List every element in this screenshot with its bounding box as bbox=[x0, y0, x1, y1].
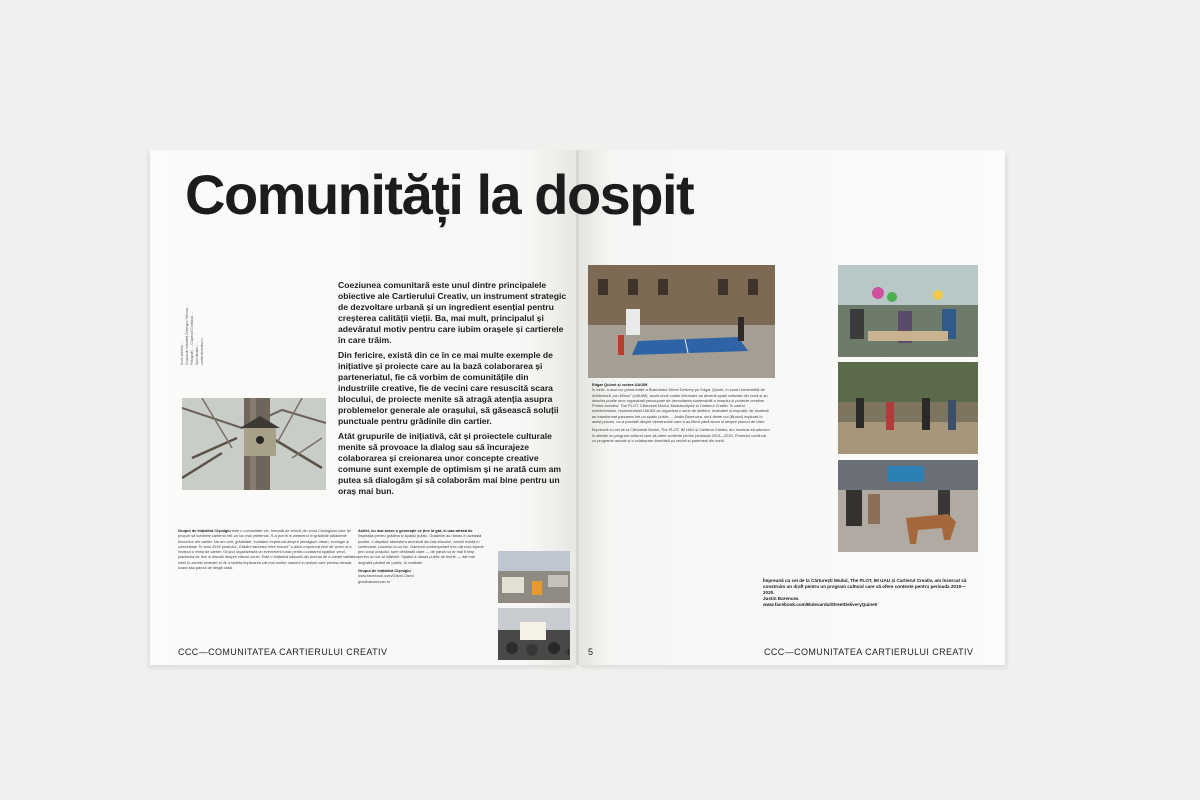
street-dog-photo bbox=[838, 460, 978, 552]
credit-line: Fotografii: ... Ciupercă Cristiana ... bbox=[190, 311, 194, 365]
magazine-spread bbox=[150, 150, 1005, 665]
column-text-2: Împreună cu cei de la Cărturești Modul, The PLOT, IM UAU și Cartierul Creativ, am încercat să aducem în atenție un program cultural care să ofere contexte pentru perioada 2019—2020. Proiectul continuă cu programe anuale și o colaborare deschisă cu vecinii și partenerii din zonă. bbox=[592, 427, 770, 443]
credit-line: Specificație / ... bbox=[195, 341, 199, 365]
page-title: Comunități la dospit bbox=[185, 163, 694, 226]
caption-text: Împreună cu cei de la Cărturești Modul, The PLOT, IM UAU și Cartierul Creativ, am încercat să construim un draft pentru un program cultural care să ofere contexte pentru perioada 2019—2020. bbox=[763, 578, 967, 595]
caption-link[interactable]: www.facebook.com/BulevardulStreetDeliveryQuinet/ bbox=[763, 602, 878, 607]
intro-paragraph-2: Din fericire, există din ce în ce mai multe exemple de inițiative și proiecte care au la bază colaborarea și parteneriatul, fie că vorbim de comunitățile din industriile creative, fie de vecini care resuscită scara blocului, de proiecte menite să atragă atenția asupra problemelor generale ale orașului, să găsească soluții punctuale pentru grădinile din cartier. bbox=[338, 350, 559, 426]
signature-label: Grupul de inițiativă Cișmigiu bbox=[358, 568, 411, 574]
page-number-right: 5 bbox=[588, 647, 594, 657]
column-title: Grupul de Inițiativă Cișmigiu bbox=[178, 528, 231, 533]
left-column-1 bbox=[178, 528, 358, 573]
credit-line: Grupul de Inițiativă Cișmigiu / Mircea ... bbox=[185, 304, 189, 365]
photo-credits bbox=[180, 275, 205, 365]
left-page bbox=[150, 150, 578, 665]
column-text: În iunie, a avut loc prima ediție a Bulevardul Street Delivery pe Edgar Quinet, în zona Universității de Arhitectură „Ion Mincu” (UAUIM), acolo unde curțile interioare au devenit spații culturale din zonă și au deschis porțile unor organizații preocupate de dezvoltarea sustenabilă a orașului și proiecte creative. Printre acestea: The PLOT, Cărturești Modul, Modulsculptor și Cartierul Creativ. În cadrul evenimentului, reprezentanții UAUIM au organizat o serie de ateliere, dezbateri și expoziții, iar studenții au transformat parcarea într-un spațiu public ... Justin Barencea, unul dintre noi (Bursoi) implicați în acest proces, ne-a povestit despre demersurile care s-au făcut până acum și despre planuri de viitor. bbox=[592, 387, 770, 425]
credit-line: Scrie Aurelia ... bbox=[180, 341, 184, 365]
signature-link[interactable]: www.facebook.com/GIsmi.Cism/ bbox=[358, 573, 414, 579]
intro-paragraph-3: Atât grupurile de inițiativă, cât și proiectele culturale menite să provoace la dialog sau să încurajeze colaborarea și creionarea unor concepte creative comune sunt exemple de optimism și ne arată cum am putea să dialogăm și să colaborăm mai bine pentru un oraș mai bun. bbox=[338, 431, 562, 496]
birdhouse-photo bbox=[182, 398, 326, 490]
footer-left: CCC—COMUNITATEA CARTIERULUI CREATIV bbox=[178, 647, 388, 657]
footer-right: CCC—COMUNITATEA CARTIERULUI CREATIV bbox=[764, 647, 974, 657]
small-photo-event bbox=[498, 608, 570, 660]
workshop-photo bbox=[838, 265, 978, 357]
right-page bbox=[578, 150, 1005, 665]
column-text: este o comunitate vie, formată de vecinii din zona Cișmigiului care își propun să schimbe cartierul într-un loc mai prietenos. S-a pornit în weekend în grădinile adiacente blocurilor din cartier. Ne-am unit, grădinărit, învățând împreună despre peisagism urban, ecologie și comunitate. În anul 2016 proiectul „Grădini ascunse între blocuri” a adus împreună zeci de vecini și a început o rețea de cartier. Grupul organizează un eveniment lunar pentru curățarea spațiilor verzi, plantarea de flori și discuții despre viitorul zonei. Este o inițiativă născută din dorința de a crește calitatea vieții în zonele centrale și de a facilita implicarea cât mai multor oameni în acțiuni care privesc strada, scara sau parcul de lângă casă. bbox=[178, 528, 358, 571]
column-title: Edgar Quinet și curtea UAUIM bbox=[592, 382, 648, 387]
pingpong-photo bbox=[588, 265, 775, 378]
page-number-left: 4 bbox=[564, 647, 570, 657]
photo-caption bbox=[763, 578, 968, 608]
spine bbox=[576, 150, 579, 665]
left-column-2 bbox=[358, 528, 486, 587]
intro-paragraph-1: Coeziunea comunitară este unul dintre principalele obiective ale Cartierului Creativ, un instrument strategic de dezvoltare urbană și un ingredient esențial pentru creșterea calității vieții. Ba, mai mult, principalul și adevăratul motiv pentru care iubim orașele și cartierele în care trăim. bbox=[338, 280, 567, 345]
column-text: inspirația pentru grădina și spațiul public. Grădinile au rămas în această poziție, o dispărut atmosfera anonimă din fața blocului, vecinii există în continuare, locuiesc la un loc. Oamenii contemporani trec cât mai repede prin zona orașului, spre destinații clare — de parcă nu ar mai fi timp pentru un loc al întâlnirii. Spațiul a rămas public de teorie — dar mai degrabă părăsit de public, în realitate. bbox=[358, 533, 484, 565]
small-photo-garden bbox=[498, 551, 570, 603]
signature-web[interactable]: gradinacomunei.ru bbox=[358, 578, 391, 584]
credit-line: cartierulcreativ.ro bbox=[200, 338, 204, 365]
caption-author: Justin Barencea bbox=[763, 596, 799, 601]
courtyard-photo bbox=[838, 362, 978, 454]
intro-text bbox=[338, 280, 570, 501]
column-lead: Astfel, nu mai avem o generație ce ține la gât, ci una atrasă de bbox=[358, 528, 473, 533]
right-column bbox=[592, 382, 770, 446]
